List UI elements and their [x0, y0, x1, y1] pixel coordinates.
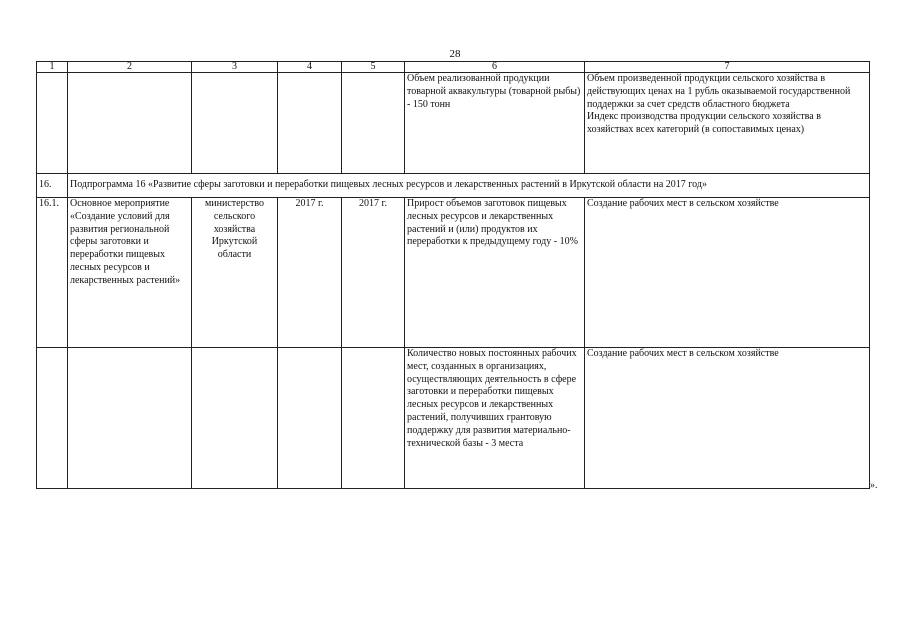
subprogram-title: Подпрограмма 16 «Развитие сферы заготовки и переработки пищевых лесных ресурсов и лекарственных растений в Иркутской области на 2017 год» [68, 174, 870, 198]
cell-end: 2017 г. [342, 198, 405, 348]
cell-target: Создание рабочих мест в сельском хозяйстве [585, 348, 870, 489]
table-row-activity [37, 198, 870, 348]
subprogram-number: 16. [37, 174, 68, 198]
cell-executor [192, 73, 278, 174]
cell-start [278, 73, 342, 174]
table-row-continuation [37, 73, 870, 174]
cell-target: Создание рабочих мест в сельском хозяйстве [585, 198, 870, 348]
column-header-3: 3 [192, 62, 278, 73]
column-header-7: 7 [585, 62, 870, 73]
column-header-2: 2 [68, 62, 192, 73]
column-header-6: 6 [405, 62, 585, 73]
column-header-1: 1 [37, 62, 68, 73]
cell-number [37, 348, 68, 489]
cell-target [585, 73, 870, 174]
cell-executor [192, 348, 278, 489]
cell-number: 16.1. [37, 198, 68, 348]
cell-activity: Основное мероприятие «Создание условий для развития региональной сферы заготовки и переработки пищевых лесных ресурсов и лекарственных растений» [68, 198, 192, 348]
cell-activity [68, 348, 192, 489]
program-table [36, 61, 870, 489]
subprogram-row [37, 174, 870, 198]
cell-start: 2017 г. [278, 198, 342, 348]
cell-indicator: Количество новых постоянных рабочих мест, созданных в организациях, осуществляющих деятельность в сфере заготовки и переработки пищевых лесных ресурсов и лекарственных растений, получивших грантовую поддержку для развития материально-технической базы - 3 места [405, 348, 585, 489]
closing-quote-mark: ». [870, 480, 878, 491]
header-row [37, 62, 870, 73]
column-header-5: 5 [342, 62, 405, 73]
cell-indicator: Прирост объемов заготовок пищевых лесных ресурсов и лекарственных растений и (или) продуктов их переработки к предыдущему году - 10% [405, 198, 585, 348]
cell-executor: министерство сельского хозяйства Иркутской области [192, 198, 278, 348]
table-row-indicator [37, 348, 870, 489]
column-header-4: 4 [278, 62, 342, 73]
cell-end [342, 73, 405, 174]
cell-number [37, 73, 68, 174]
page-number: 28 [449, 48, 461, 60]
target-text-2: Индекс производства продукции сельского хозяйства в хозяйствах всех категорий (в сопоставимых ценах) [587, 111, 821, 136]
target-text-1: Объем произведенной продукции сельского хозяйства в действующих ценах на 1 рубль оказываемой государственной поддержки за счет средств областного бюджета [587, 73, 851, 110]
cell-start [278, 348, 342, 489]
cell-indicator: Объем реализованной продукции товарной аквакультуры (товарной рыбы) - 150 тонн [405, 73, 585, 174]
cell-activity [68, 73, 192, 174]
cell-end [342, 348, 405, 489]
